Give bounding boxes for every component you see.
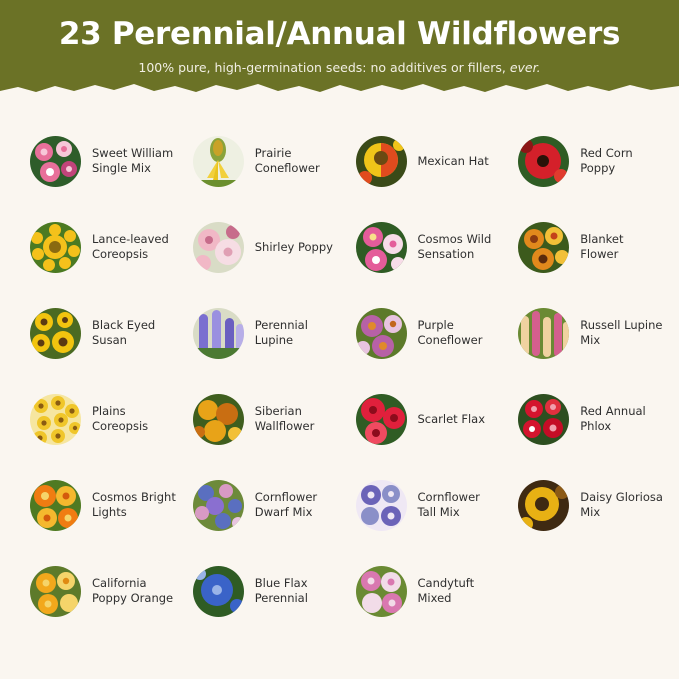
- flower-thumb-icon: [518, 308, 569, 359]
- flower-thumb-icon: [30, 566, 81, 617]
- list-item-label: Cornflower Tall Mix: [417, 490, 480, 519]
- list-item[interactable]: [340, 462, 503, 548]
- list-item[interactable]: [502, 118, 665, 204]
- list-item-label: Russell Lupine Mix: [580, 318, 663, 347]
- flower-thumb-icon: [30, 136, 81, 187]
- flower-thumb-icon: [193, 222, 244, 273]
- flower-thumb-icon: [193, 480, 244, 531]
- page-subtitle: [0, 59, 679, 77]
- list-item[interactable]: [340, 118, 503, 204]
- flower-thumb-icon: [30, 222, 81, 273]
- list-item-label: Plains Coreopsis: [92, 404, 149, 433]
- list-item-label: Blanket Flower: [580, 232, 624, 261]
- list-item[interactable]: [340, 290, 503, 376]
- list-item[interactable]: [502, 462, 665, 548]
- list-item-label: Red Annual Phlox: [580, 404, 646, 433]
- flower-thumb-icon: [518, 394, 569, 445]
- flower-thumb-icon: [193, 566, 244, 617]
- flower-thumb-icon: [30, 394, 81, 445]
- list-item[interactable]: [502, 376, 665, 462]
- list-item[interactable]: [340, 548, 503, 634]
- flower-thumb-icon: [356, 566, 407, 617]
- list-item-label: Black Eyed Susan: [92, 318, 156, 347]
- list-item[interactable]: [177, 204, 340, 290]
- page-title: 23 Perennial/Annual Wildflowers: [58, 16, 621, 52]
- list-item[interactable]: [177, 548, 340, 634]
- list-item-label: Cosmos Wild Sensation: [417, 232, 492, 261]
- list-item-label: Lance-leaved Coreopsis: [92, 232, 169, 261]
- list-item-label: Red Corn Poppy: [580, 146, 633, 175]
- flower-thumb-icon: [356, 480, 407, 531]
- flower-thumb-icon: [193, 308, 244, 359]
- list-item[interactable]: [14, 376, 177, 462]
- flower-thumb-icon: [193, 136, 244, 187]
- flower-thumb-icon: [356, 308, 407, 359]
- flower-thumb-icon: [193, 394, 244, 445]
- flower-thumb-icon: [518, 136, 569, 187]
- list-item[interactable]: [177, 462, 340, 548]
- variety-grid: [0, 118, 679, 634]
- list-item-label: Scarlet Flax: [417, 411, 485, 426]
- list-item-label: Purple Coneflower: [417, 318, 483, 347]
- list-item[interactable]: [177, 376, 340, 462]
- flower-thumb-icon: [518, 222, 569, 273]
- flower-thumb-icon: [356, 136, 407, 187]
- list-item[interactable]: [340, 376, 503, 462]
- flower-thumb-icon: [30, 308, 81, 359]
- list-item-label: Cosmos Bright Lights: [92, 490, 176, 519]
- list-item[interactable]: [502, 204, 665, 290]
- list-item[interactable]: [14, 118, 177, 204]
- list-item-label: Siberian Wallflower: [254, 404, 315, 433]
- torn-paper-edge: [0, 79, 679, 101]
- header-banner: [0, 0, 679, 100]
- subtitle-emphasis: ever.: [509, 60, 541, 75]
- list-item-label: California Poppy Orange: [92, 576, 174, 605]
- subtitle-main: 100% pure, high-germination seeds: no additives or fillers,: [138, 60, 510, 75]
- flower-thumb-icon: [356, 222, 407, 273]
- list-item[interactable]: [14, 462, 177, 548]
- list-item[interactable]: [14, 290, 177, 376]
- flower-thumb-icon: [30, 480, 81, 531]
- list-item-label: Candytuft Mixed: [417, 576, 475, 605]
- list-item[interactable]: [177, 290, 340, 376]
- list-item-label: Sweet William Single Mix: [92, 146, 174, 175]
- list-item[interactable]: [14, 548, 177, 634]
- list-item-label: Shirley Poppy: [254, 239, 333, 254]
- list-item-label: Blue Flax Perennial: [254, 576, 308, 605]
- list-item-label: Prairie Coneflower: [254, 146, 320, 175]
- list-item[interactable]: [502, 290, 665, 376]
- list-item-label: Perennial Lupine: [254, 318, 308, 347]
- list-item[interactable]: [340, 204, 503, 290]
- flower-thumb-icon: [518, 480, 569, 531]
- flower-thumb-icon: [356, 394, 407, 445]
- list-item-label: Mexican Hat: [417, 153, 489, 168]
- list-item-label: Daisy Gloriosa Mix: [580, 490, 663, 519]
- list-item[interactable]: [177, 118, 340, 204]
- list-item-label: Cornflower Dwarf Mix: [254, 490, 318, 519]
- list-item[interactable]: [14, 204, 177, 290]
